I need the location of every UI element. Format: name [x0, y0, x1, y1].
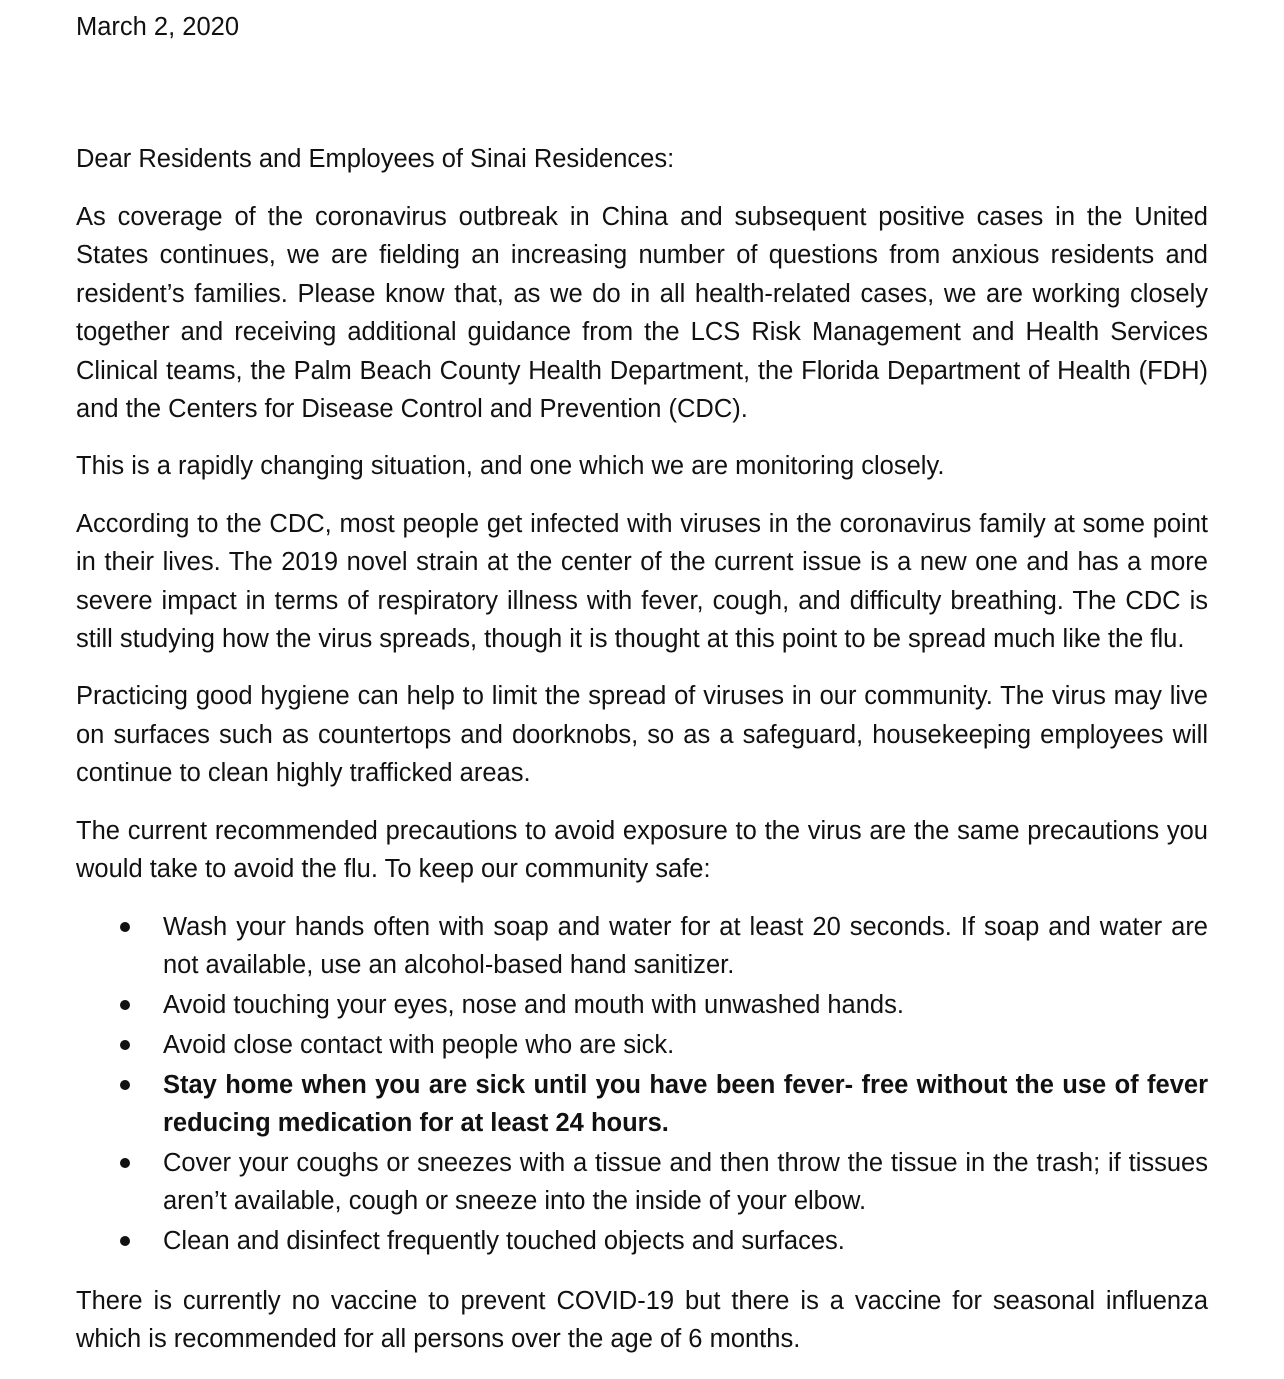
bullet-icon	[120, 1236, 130, 1246]
salutation: Dear Residents and Employees of Sinai Residences:	[76, 145, 675, 173]
list-item	[76, 1222, 1208, 1260]
letter-page	[76, 8, 1208, 1377]
bullet-icon	[120, 1000, 130, 1010]
list-item	[76, 986, 1208, 1024]
bullet-icon	[120, 1080, 130, 1090]
list-item	[76, 908, 1208, 985]
list-item	[76, 1144, 1208, 1221]
letter-date: March 2, 2020	[76, 13, 240, 41]
precautions-list	[76, 908, 1208, 1261]
list-item-text: Wash your hands often with soap and water for at least 20 seconds. If soap and water are not available, use an alcohol-based hand sanitizer.	[163, 912, 1208, 979]
list-item-text: Avoid close contact with people who are sick.	[163, 1030, 675, 1059]
list-item-text: Stay home when you are sick until you have been fever- free without the use of fever reducing medication for at least 24 hours.	[163, 1070, 1208, 1138]
list-item-text: Clean and disinfect frequently touched objects and surfaces.	[163, 1227, 845, 1256]
bullet-icon	[120, 1158, 130, 1168]
paragraph-cdc: According to the CDC, most people get infected with viruses in the coronavirus family at some point in their lives. The 2019 novel strain at the center of the current issue is a new one and has a more severe impact in terms of respiratory illness with fever, cough, and difficulty breathing. The CDC is still studying how the virus spreads, though it is thought at this point to be spread much like the flu.	[76, 509, 1208, 654]
paragraph-vaccine: There is currently no vaccine to prevent COVID-19 but there is a vaccine for seasonal influenza which is recommended for all persons over the age of 6 months.	[76, 1286, 1208, 1354]
paragraph-precautions-intro: The current recommended precautions to avoid exposure to the virus are the same precautions you would take to avoid the flu. To keep our community safe:	[76, 816, 1208, 884]
list-item-emphasis	[76, 1066, 1208, 1143]
paragraph-hygiene: Practicing good hygiene can help to limit the spread of viruses in our community. The virus may live on surfaces such as countertops and doorknobs, so as a safeguard, housekeeping employees will continue to clean highly trafficked areas.	[76, 682, 1208, 788]
paragraph-situation: This is a rapidly changing situation, and one which we are monitoring closely.	[76, 452, 945, 481]
bullet-icon	[120, 922, 130, 932]
bullet-icon	[120, 1040, 130, 1050]
list-item-text: Avoid touching your eyes, nose and mouth with unwashed hands.	[163, 990, 904, 1019]
list-item-text: Cover your coughs or sneezes with a tissue and then throw the tissue in the trash; if tissues aren’t available, cough or sneeze into the inside of your elbow.	[163, 1148, 1208, 1216]
paragraph-coverage: As coverage of the coronavirus outbreak in China and subsequent positive cases in the United States continues, we are fielding an increasing number of questions from anxious residents and resident’s families. Please know that, as we do in all health-related cases, we are working closely together and receiving additional guidance from the LCS Risk Management and Health Services Clinical teams, the Palm Beach County Health Department, the Florida Department of Health (FDH) and the Centers for Disease Control and Prevention (CDC).	[76, 203, 1208, 424]
list-item	[76, 1026, 1208, 1064]
